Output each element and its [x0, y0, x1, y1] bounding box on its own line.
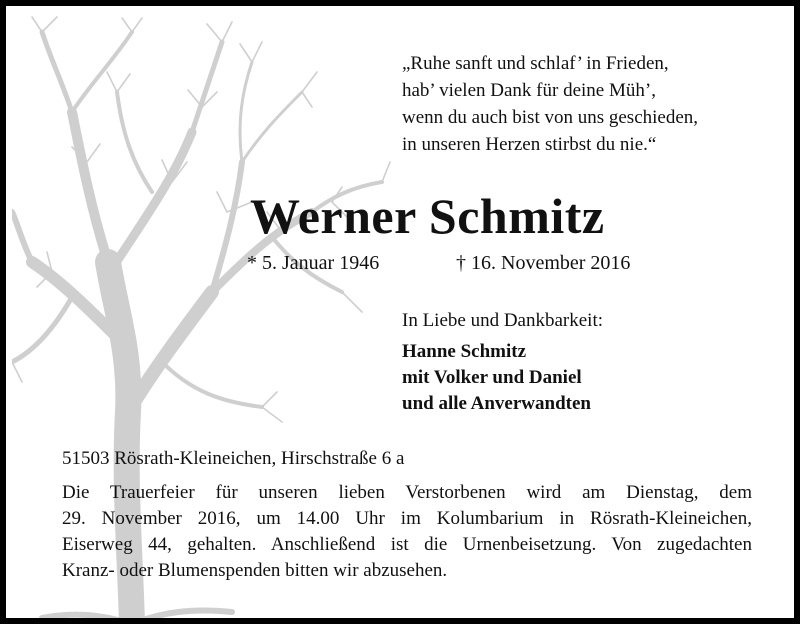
funeral-announcement: [62, 480, 752, 584]
announcement-line: Die Trauerfeier für unseren lieben Verstorbenen wird am Dienstag, dem: [62, 482, 752, 503]
memorial-poem: [402, 50, 698, 158]
mourner-line: Hanne Schmitz: [402, 341, 527, 362]
deceased-name: Werner Schmitz: [250, 188, 605, 244]
mourners-list: [402, 339, 591, 417]
mourner-line: und alle Anverwandten: [402, 393, 591, 414]
family-address: 51503 Rösrath-Kleineichen, Hirschstraße 6 a: [62, 448, 405, 469]
announcement-line: 29. November 2016, um 14.00 Uhr im Kolumbarium in Rösrath-Kleineichen,: [62, 508, 752, 529]
birth-date: * 5. Januar 1946: [247, 252, 380, 274]
mourner-line: mit Volker und Daniel: [402, 367, 582, 388]
death-date: † 16. November 2016: [456, 252, 631, 274]
poem-line: „Ruhe sanft und schlaf’ in Frieden,: [402, 53, 669, 74]
announcement-line: Kranz- oder Blumenspenden bitten wir abzusehen.: [62, 560, 448, 581]
poem-line: wenn du auch bist von uns geschieden,: [402, 107, 699, 128]
announcement-line: Eiserweg 44, gehalten. Anschließend ist die Urnenbeisetzung. Von zugedachten: [62, 534, 752, 555]
poem-line: in unseren Herzen stirbst du nie.“: [402, 134, 657, 155]
poem-line: hab’ vielen Dank für deine Müh’,: [402, 80, 656, 101]
gratitude-line: In Liebe und Dankbarkeit:: [402, 310, 604, 331]
